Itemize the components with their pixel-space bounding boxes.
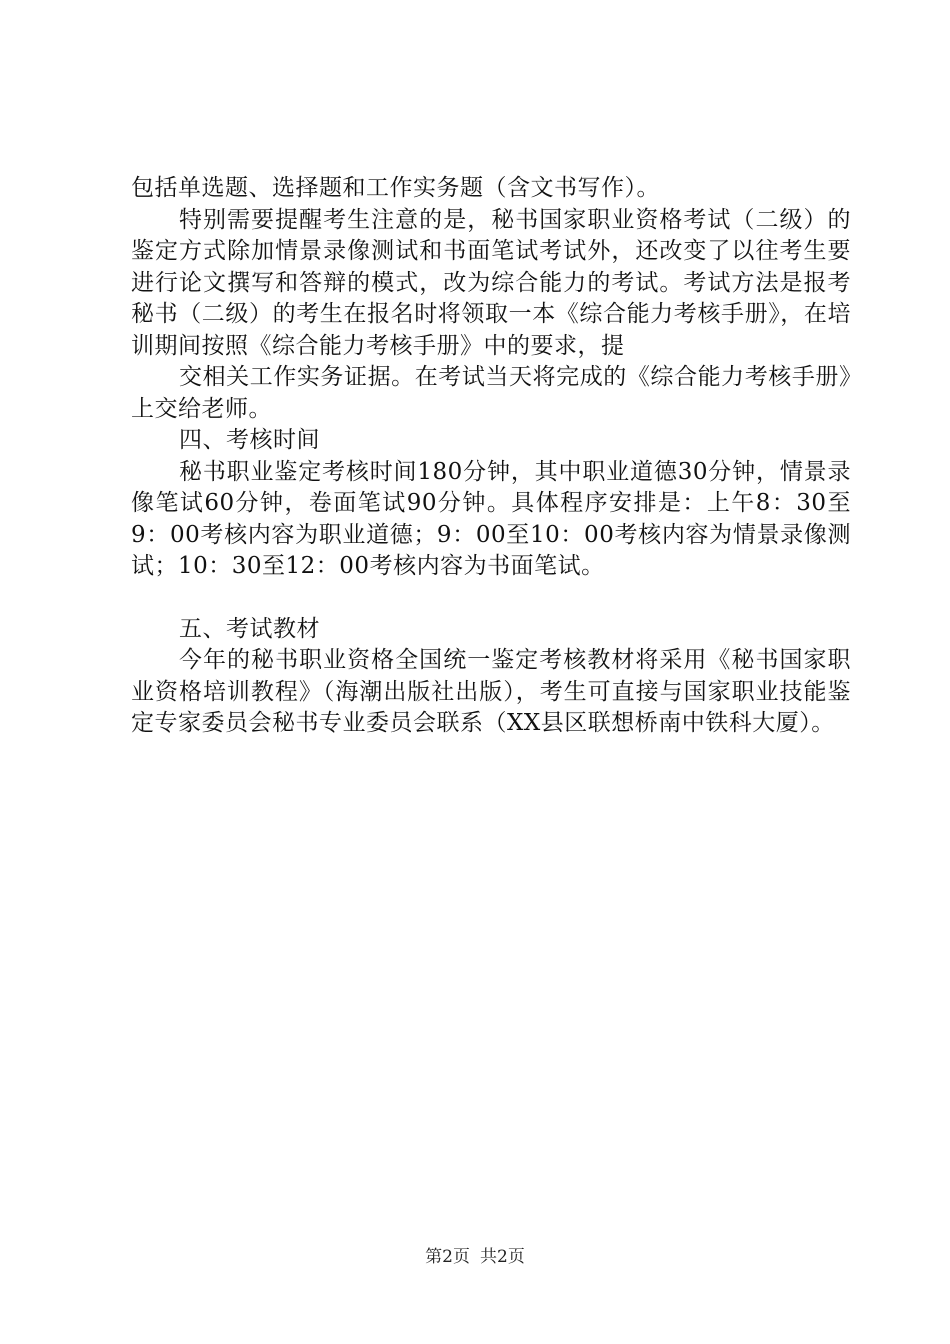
paragraph-submit-evidence: 交相关工作实务证据。在考试当天将完成的《综合能力考核手册》上交给老师。: [131, 364, 851, 422]
document-body: [131, 173, 851, 740]
section-heading-textbook: 五、考试教材: [179, 615, 320, 642]
section-heading-exam-time: 四、考核时间: [179, 427, 320, 453]
paragraph-level2-notice: 特别需要提醒考生注意的是，秘书国家职业资格考试（二级）的鉴定方式除加情景录像测试和书面笔试考试外，还改变了以往考生要进行论文撰写和答辩的模式，改为综合能力的考试。考试方法是报考秘书（二级）的考生在报名时将领取一本《综合能力考核手册》，在培训期间按照《综合能力考核手册》中的要求，提: [131, 206, 851, 359]
page-footer: [0, 1242, 950, 1267]
page-number-total: 共2页: [480, 1247, 525, 1267]
paragraph-textbook-info: 今年的秘书职业资格全国统一鉴定考核教材将采用《秘书国家职业资格培训教程》（海潮出版社出版），考生可直接与国家职业技能鉴定专家委员会秘书专业委员会联系（XX县区联想桥南中铁科大厦）。: [131, 647, 851, 736]
paragraph-question-types: 包括单选题、选择题和工作实务题（含文书写作）。: [131, 175, 660, 201]
page-number-current: 第2页: [425, 1247, 470, 1267]
paragraph-exam-schedule: 秘书职业鉴定考核时间180分钟，其中职业道德30分钟，情景录像笔试60分钟，卷面笔试90分钟。具体程序安排是：上午8：30至9：00考核内容为职业道德；9：00至10：00考核内容为情景录像测试；10：30至12：00考核内容为书面笔试。: [131, 458, 851, 579]
